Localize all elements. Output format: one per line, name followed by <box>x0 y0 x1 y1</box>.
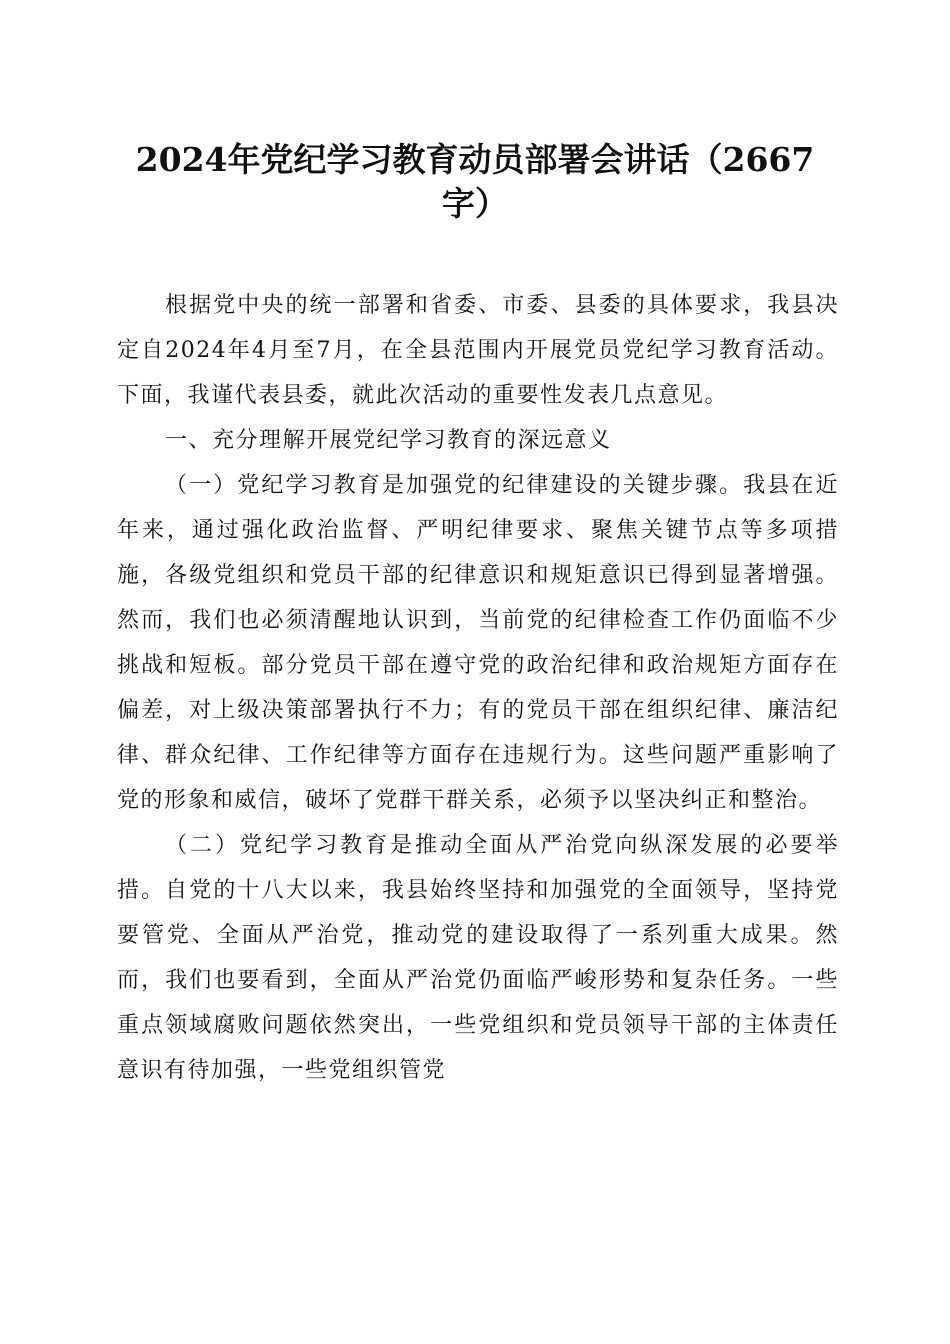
title-line-2: 字） <box>442 184 508 223</box>
subsection-lead-2: （二）党纪学习教育是推动全面从严治党向纵深发展的必要举措。 <box>117 833 839 903</box>
document-body <box>117 283 839 1093</box>
subsection-paragraph-1 <box>117 463 839 823</box>
subsection-paragraph-2 <box>117 823 839 1093</box>
intro-paragraph: 根据党中央的统一部署和省委、市委、县委的具体要求，我县决定自2024年4月至7月，在全县范围内开展党员党纪学习教育活动。下面，我谨代表县委，就此次活动的重要性发表几点意见。 <box>117 293 840 408</box>
subsection-body-1: 我县在近年来，通过强化政治监督、严明纪律要求、聚焦关键节点等多项措施，各级党组织和党员干部的纪律意识和规矩意识已得到显著增强。然而，我们也必须清醒地认识到，当前党的纪律检查工作仍面临不少挑战和短板。部分党员干部在遵守党的政治纪律和政治规矩方面存在偏差，对上级决策部署执行不力；有的党员干部在组织纪律、廉洁纪律、群众纪律、工作纪律等方面存在违规行为。这些问题严重影响了党的形象和威信，破坏了党群干群关系，必须予以坚决纠正和整治。 <box>117 473 839 813</box>
section-heading-1: 一、充分理解开展党纪学习教育的深远意义 <box>165 428 612 453</box>
subsection-lead-1: （一）党纪学习教育是加强党的纪律建设的关键步骤。 <box>165 473 744 498</box>
subsection-body-2: 自党的十八大以来，我县始终坚持和加强党的全面领导，坚持党要管党、全面从严治党，推动党的建设取得了一系列重大成果。然而，我们也要看到，全面从严治党仍面临严峻形势和复杂任务。一些重点领域腐败问题依然突出，一些党组织和党员领导干部的主体责任意识有待加强，一些党组织管党 <box>117 878 839 1083</box>
title-line-1: 2024年党纪学习教育动员部署会讲话（2667 <box>135 140 815 179</box>
document-title <box>100 138 850 226</box>
